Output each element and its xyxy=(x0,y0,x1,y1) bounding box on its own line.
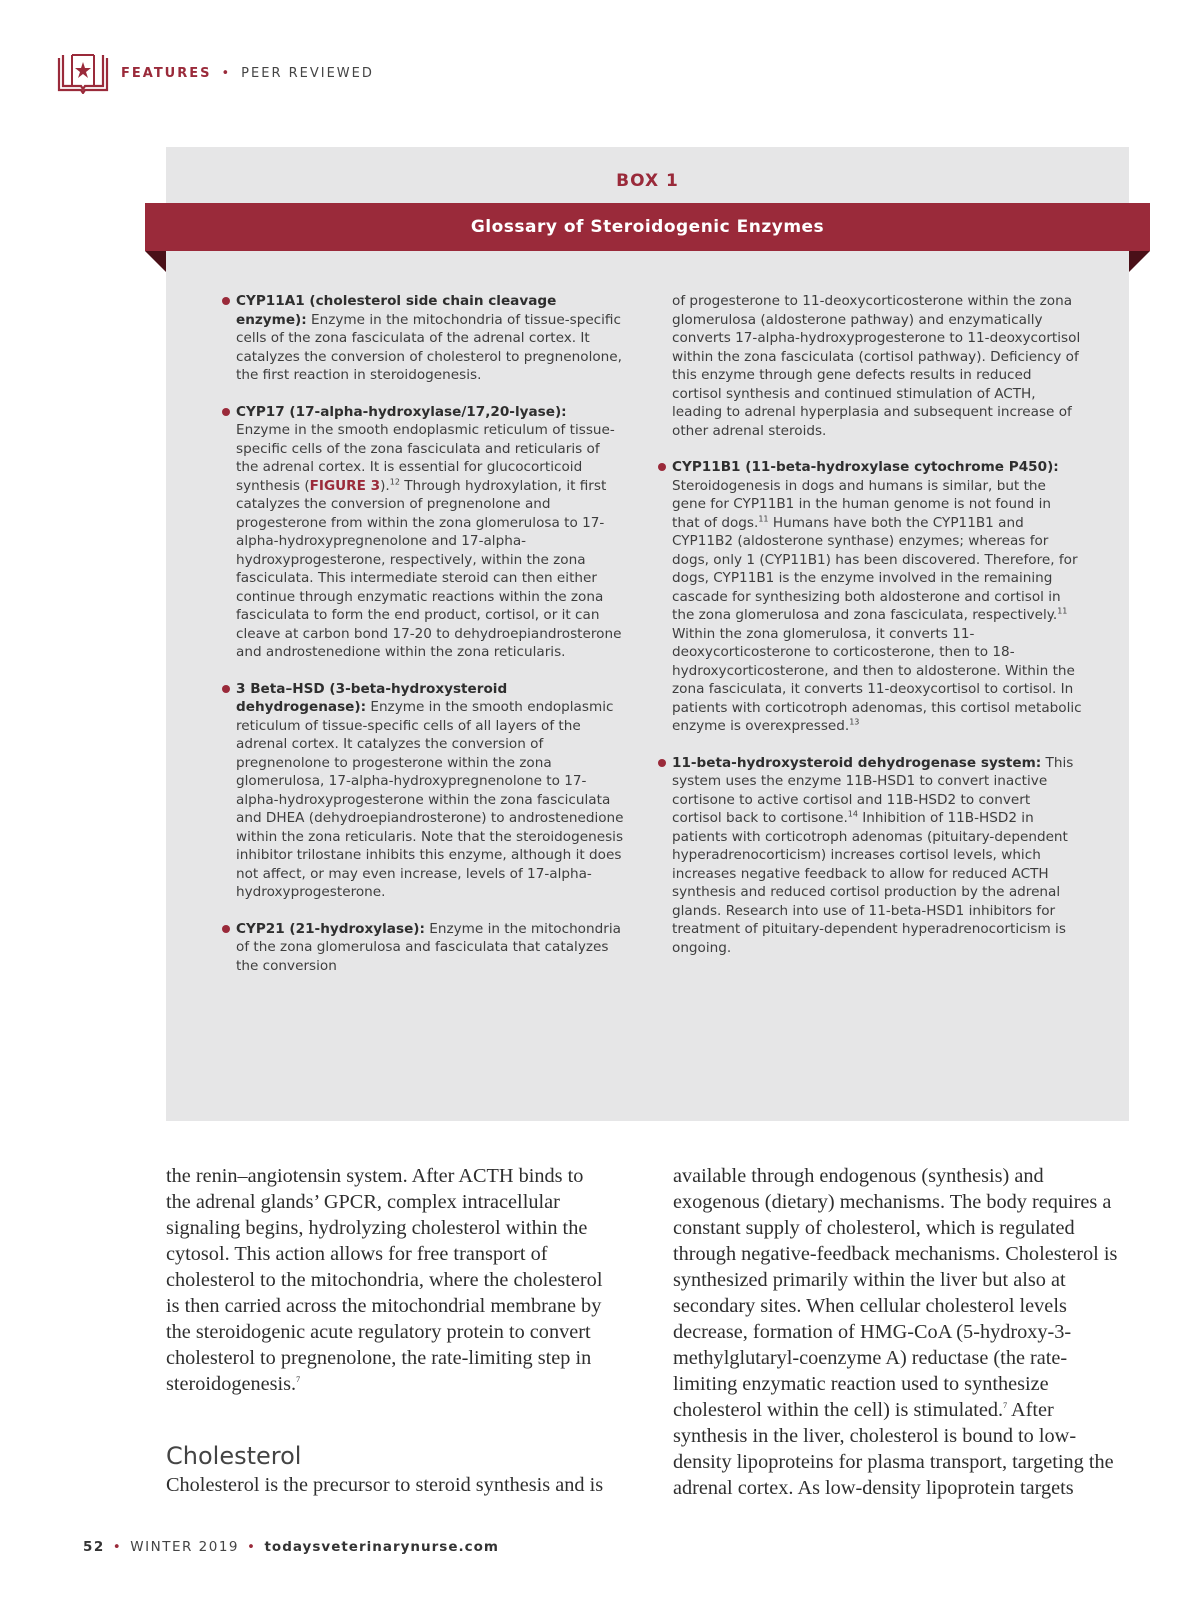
glossary-definition: This system uses the enzyme 11B-HSD1 to convert inactive cortisone to active cortisol and 11B-HSD2 to convert cortisol back to cortisone. xyxy=(672,754,1074,826)
glossary-term: 3 Beta–HSD (3-beta-hydroxysteroid dehydrogenase): xyxy=(236,680,508,715)
citation-superscript: 7 xyxy=(296,1375,301,1385)
glossary-entry xyxy=(672,754,1082,958)
glossary-definition: Enzyme in the mitochondria of the zona glomerulosa and fasciculata that catalyzes the conversion xyxy=(236,920,621,974)
citation-superscript: 13 xyxy=(849,717,860,727)
glossary-definition: Enzyme in the smooth endoplasmic reticulum of tissue-specific cells of the zona fasciculata and reticularis of the adrenal cortex. It is essential for glucocorticoid synthesis ( xyxy=(236,422,615,494)
section-breadcrumb xyxy=(121,66,374,81)
section-label: FEATURES xyxy=(121,65,212,81)
ribbon-fold-right xyxy=(1129,251,1150,272)
footer-separator: • xyxy=(112,1539,123,1555)
citation-superscript: 14 xyxy=(847,809,858,819)
figure-reference-link[interactable]: FIGURE 3 xyxy=(309,477,381,494)
glossary-term: 11-beta-hydroxysteroid dehydrogenase system: xyxy=(672,754,1042,771)
glossary-column-right xyxy=(672,292,1082,975)
body-text: the renin–angiotensin system. After ACTH binds to the adrenal glands’ GPCR, complex intracellular signaling begins, hydrolyzing cholesterol within the cytosol. This action allows for free transport of cholesterol to the mitochondria, where the cholesterol is then carried across the mitochondrial membrane by the steroidogenic acute regulatory protein to convert cholesterol to pregnenolone, the rate-limiting step in steroidogenesis. xyxy=(166,1165,603,1395)
glossary-definition: ). xyxy=(380,477,390,494)
box-title-ribbon: Glossary of Steroidogenic Enzymes xyxy=(145,203,1150,251)
glossary-definition: Inhibition of 11B-HSD2 in patients with corticotroph adenomas (pituitary-dependent hyperadrenocorticism) increases cortisol levels, which increases negative feedback to allow for reduced ACTH synthesis and reduced cortisol production by the adrenal glands. Research into use of 11-beta-HSD1 inhibitors for treatment of pituitary-dependent hyperadrenocorticism is ongoing. xyxy=(672,810,1068,956)
body-column-left xyxy=(166,1163,611,1397)
subsection-label: PEER REVIEWED xyxy=(241,65,374,81)
body-paragraph xyxy=(166,1163,611,1397)
citation-superscript: 12 xyxy=(389,476,400,486)
glossary-definition: Through hydroxylation, it first catalyzes the conversion of pregnenolone and progesterone from within the zona glomerulosa to 17-alpha-hydroxypregnenolone and 17-alpha-hydroxyprogesterone, respectively, within the zona fasciculata. This intermediate steroid can then either continue through enzymatic reactions within the zona fasciculata to form the end product, cortisol, or it can cleave at carbon bond 17-20 to dehydroepiandrosterone and androstenedione within the zona reticularis. xyxy=(236,477,622,660)
body-column-right xyxy=(673,1163,1123,1501)
glossary-definition: Humans have both the CYP11B1 and CYP11B2 (aldosterone synthase) enzymes; whereas for dogs, only 1 (CYP11B1) has been discovered. Therefore, for dogs, CYP11B1 is the enzyme involved in the remaining cascade for synthesizing both aldosterone and cortisol in the zona glomerulosa and zona fasciculata, respectively. xyxy=(672,514,1078,623)
glossary-definition: Enzyme in the mitochondria of tissue-specific cells of the zona fasciculata of the adrenal cortex. It catalyzes the conversion of cholesterol to pregnenolone, the first reaction in steroidogenesis. xyxy=(236,311,622,383)
glossary-entry xyxy=(236,920,624,976)
footer-separator: • xyxy=(247,1539,257,1555)
page-footer xyxy=(83,1539,499,1555)
glossary-definition: Within the zona glomerulosa, it converts 11-deoxycorticosterone to corticosterone, then to 18-hydroxycorticosterone, and then to aldosterone. Within the zona fasciculata, it converts 11-deoxycortisol to cortisol. In patients with corticotroph adenomas, this cortisol metabolic enzyme is overexpressed. xyxy=(672,625,1082,734)
glossary-entry xyxy=(672,458,1082,736)
glossary-term: CYP17 (17-alpha-hydroxylase/17,20-lyase): xyxy=(236,403,567,420)
citation-superscript: 7 xyxy=(1003,1401,1008,1411)
glossary-entry xyxy=(236,680,624,902)
ribbon-fold-left xyxy=(145,251,166,272)
glossary-entry xyxy=(236,292,624,385)
body-paragraph: Cholesterol is the precursor to steroid synthesis and is xyxy=(166,1474,604,1496)
book-star-icon xyxy=(57,52,109,94)
citation-superscript: 11 xyxy=(758,513,769,523)
glossary-term: CYP21 (21-hydroxylase): xyxy=(236,920,425,937)
citation-superscript: 11 xyxy=(1057,606,1068,616)
page-number: 52 xyxy=(83,1539,105,1555)
glossary-entry xyxy=(236,403,624,662)
box-label: BOX 1 xyxy=(616,171,679,191)
body-paragraph xyxy=(673,1163,1123,1501)
glossary-definition: Steroidogenesis in dogs and humans is similar, but the gene for CYP11B1 in the human genome is not found in that of dogs. xyxy=(672,477,1052,531)
glossary-entry-continuation: of progesterone to 11-deoxycorticosterone within the zona glomerulosa (aldosterone pathway) and enzymatically converts 17-alpha-hydroxyprogesterone to 11-deoxycortisol within the zona fasciculata (cortisol pathway). Deficiency of this enzyme through gene defects results in reduced cortisol synthesis and continued stimulation of ACTH, leading to adrenal hyperplasia and subsequent increase of other adrenal steroids. xyxy=(672,293,1081,439)
glossary-column-left xyxy=(236,292,624,993)
body-text: After synthesis in the liver, cholesterol is bound to low-density lipoproteins for plasma transport, targeting the adrenal cortex. As low-density lipoprotein targets xyxy=(673,1399,1114,1499)
website-link[interactable]: todaysveterinarynurse.com xyxy=(264,1539,499,1555)
body-text: available through endogenous (synthesis) and exogenous (dietary) mechanisms. The body requires a constant supply of cholesterol, which is regulated through negative-feedback mechanisms. Cholesterol is synthesized primarily within the liver but also at secondary sites. When cellular cholesterol levels decrease, formation of HMG-CoA (5-hydroxy-3-methylglutaryl-coenzyme A) reductase (the rate-limiting enzymatic reaction used to synthesize cholesterol within the cell) is stimulated. xyxy=(673,1165,1118,1421)
glossary-term: CYP11B1 (11-beta-hydroxylase cytochrome P450): xyxy=(672,459,1059,475)
breadcrumb-separator: • xyxy=(221,65,232,81)
section-heading-cholesterol: Cholesterol xyxy=(166,1442,302,1470)
issue-label: WINTER 2019 xyxy=(130,1539,239,1555)
page-header xyxy=(57,52,374,94)
glossary-term: CYP11A1 (cholesterol side chain cleavage enzyme): xyxy=(236,293,557,328)
glossary-definition: Enzyme in the smooth endoplasmic reticulum of tissue-specific cells of all layers of the adrenal cortex. It catalyzes the conversion of pregnenolone to progesterone within the zona glomerulosa, 17-alpha-hydroxypregnenolone to 17-alpha-hydroxyprogesterone within the zona fasciculata and DHEA (dehydroepiandrosterone) to androstenedione within the zona reticularis. Note that the steroidogenesis inhibitor trilostane inhibits this enzyme, although it does not affect, or may even increase, levels of 17-alpha-hydroxyprogesterone. xyxy=(236,699,624,900)
